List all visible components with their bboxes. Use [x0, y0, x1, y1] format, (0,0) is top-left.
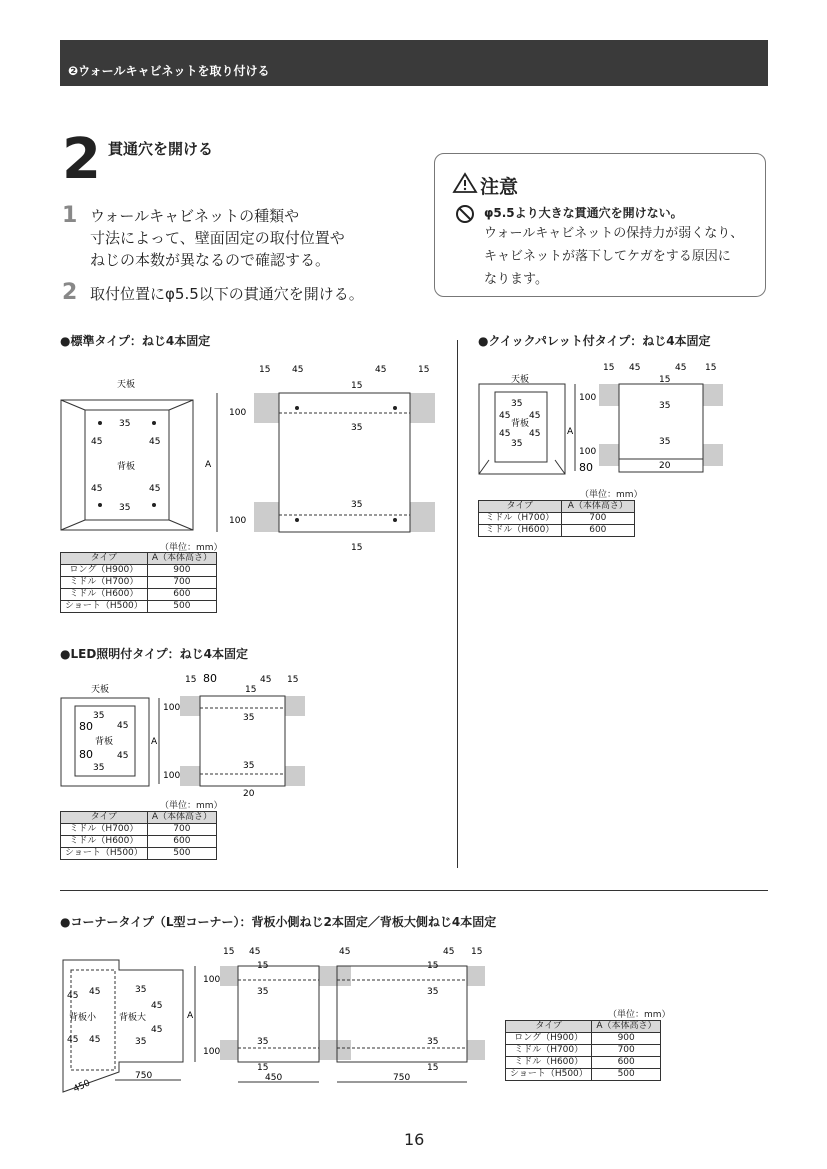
svg-text:15: 15 — [259, 365, 271, 375]
svg-text:15: 15 — [351, 543, 363, 553]
instruction-1-number: 1 — [62, 203, 78, 228]
table-row: ロング（H900） 900 — [506, 1033, 661, 1045]
svg-text:35: 35 — [659, 401, 671, 411]
svg-text:45: 45 — [149, 437, 161, 447]
svg-text:80: 80 — [79, 720, 93, 733]
table-row: ショート（H500） 500 — [61, 601, 217, 613]
svg-text:100: 100 — [163, 703, 181, 713]
screw-hole — [152, 421, 156, 425]
corner-type-diagram — [55, 942, 495, 1102]
svg-text:100: 100 — [203, 1047, 221, 1057]
corner-spec-table: タイプ A（本体高さ） ロング（H900） 900 ミドル（H700） 700 ミドル（H600） 600 ショート（H500） 500 — [505, 1020, 661, 1081]
svg-text:15: 15 — [418, 365, 430, 375]
svg-text:20: 20 — [659, 461, 671, 471]
svg-text:15: 15 — [471, 947, 483, 957]
svg-text:45: 45 — [89, 1035, 101, 1045]
standard-spec-table: タイプ A（本体高さ） ロング（H900） 900 ミドル（H700） 700 ミドル（H600） 600 ショート（H500） 500 — [60, 552, 217, 613]
svg-text:15: 15 — [257, 1063, 269, 1073]
table-row: ショート（H500） 500 — [61, 848, 217, 860]
svg-text:35: 35 — [119, 419, 131, 429]
caution-body: ウォールキャビネットの保持力が弱くなり、 キャビネットが落下してケガをする原因に なります。 — [484, 226, 744, 287]
standard-type-title: ●標準タイプ：ねじ4本固定 — [60, 334, 211, 348]
svg-text:45: 45 — [675, 363, 687, 373]
svg-text:80: 80 — [79, 748, 93, 761]
quick-unit: （単位：mm） — [580, 490, 643, 500]
svg-text:100: 100 — [229, 408, 247, 418]
svg-text:100: 100 — [203, 975, 221, 985]
svg-text:A: A — [187, 1011, 194, 1021]
svg-text:45: 45 — [629, 363, 641, 373]
svg-text:35: 35 — [511, 399, 523, 409]
svg-text:35: 35 — [93, 763, 105, 773]
svg-text:45: 45 — [151, 1001, 163, 1011]
svg-text:45: 45 — [67, 1035, 79, 1045]
table-row: ミドル（H700） 700 — [479, 513, 635, 525]
svg-text:45: 45 — [91, 484, 103, 494]
svg-text:100: 100 — [229, 516, 247, 526]
led-type-diagram — [55, 670, 315, 800]
svg-text:45: 45 — [117, 721, 129, 731]
svg-text:A: A — [205, 460, 212, 470]
svg-text:35: 35 — [243, 713, 255, 723]
instruction-1-text: ウォールキャビネットの種類や 寸法によって、壁面固定の取付位置や ねじの本数が異なるので確認する。 — [90, 207, 345, 269]
svg-text:15: 15 — [245, 685, 257, 695]
svg-text:15: 15 — [223, 947, 235, 957]
svg-text:450: 450 — [72, 1078, 92, 1095]
svg-text:45: 45 — [260, 675, 272, 685]
svg-text:35: 35 — [351, 500, 363, 510]
column-divider — [457, 340, 458, 868]
table-row: ショート（H500） 500 — [506, 1069, 661, 1081]
svg-text:100: 100 — [163, 771, 181, 781]
svg-text:45: 45 — [151, 1025, 163, 1035]
label-tenban: 天板 — [117, 380, 136, 390]
table-row: ミドル（H600） 600 — [61, 836, 217, 848]
svg-text:A: A — [567, 427, 574, 437]
svg-text:15: 15 — [705, 363, 717, 373]
warning-icon — [452, 172, 478, 194]
screw-hole — [98, 421, 102, 425]
section-divider — [60, 890, 768, 891]
svg-text:45: 45 — [249, 947, 261, 957]
quick-spec-table: タイプ A（本体高さ） ミドル（H700） 700 ミドル（H600） 600 — [478, 500, 635, 537]
svg-text:35: 35 — [243, 761, 255, 771]
svg-text:45: 45 — [292, 365, 304, 375]
table-row: ミドル（H600） 600 — [61, 589, 217, 601]
svg-text:100: 100 — [579, 447, 597, 457]
svg-text:15: 15 — [287, 675, 299, 685]
page-number: 16 — [404, 1130, 425, 1149]
svg-text:35: 35 — [135, 985, 147, 995]
led-unit: （単位：mm） — [160, 801, 223, 811]
svg-text:35: 35 — [257, 987, 269, 997]
caution-title: 注意 — [480, 176, 519, 198]
svg-text:45: 45 — [529, 411, 541, 421]
svg-text:35: 35 — [135, 1037, 147, 1047]
svg-text:背板: 背板 — [117, 462, 136, 472]
svg-text:A: A — [151, 737, 158, 747]
svg-text:15: 15 — [603, 363, 615, 373]
svg-text:35: 35 — [427, 1037, 439, 1047]
screw-hole — [98, 503, 102, 507]
led-spec-table: タイプ A（本体高さ） ミドル（H700） 700 ミドル（H600） 600 ショート（H500） 500 — [60, 811, 217, 860]
svg-text:35: 35 — [351, 423, 363, 433]
svg-text:天板: 天板 — [91, 685, 110, 695]
svg-text:背板大: 背板大 — [119, 1013, 147, 1023]
svg-text:15: 15 — [427, 1063, 439, 1073]
svg-text:45: 45 — [375, 365, 387, 375]
quick-type-title: ●クイックパレット付タイプ：ねじ4本固定 — [478, 334, 711, 348]
svg-text:背板小: 背板小 — [69, 1013, 97, 1023]
svg-text:45: 45 — [499, 411, 511, 421]
instruction-2-number: 2 — [62, 280, 78, 305]
svg-text:35: 35 — [511, 439, 523, 449]
svg-text:80: 80 — [203, 672, 217, 685]
svg-text:45: 45 — [499, 429, 511, 439]
table-row: ミドル（H700） 700 — [61, 824, 217, 836]
svg-text:45: 45 — [149, 484, 161, 494]
corner-type-title: ●コーナータイプ（L型コーナー）：背板小側ねじ2本固定／背板大側ねじ4本固定 — [60, 915, 497, 929]
quick-type-diagram — [475, 356, 725, 486]
instruction-2-text: 取付位置にφ5.5以下の貫通穴を開ける。 — [90, 285, 364, 303]
svg-text:750: 750 — [393, 1073, 411, 1083]
svg-text:35: 35 — [119, 503, 131, 513]
table-row: ミドル（H600） 600 — [506, 1057, 661, 1069]
svg-text:35: 35 — [427, 987, 439, 997]
table-row: ミドル（H700） 700 — [506, 1045, 661, 1057]
svg-text:15: 15 — [257, 961, 269, 971]
svg-text:15: 15 — [659, 375, 671, 385]
svg-text:35: 35 — [659, 437, 671, 447]
svg-text:20: 20 — [243, 789, 255, 799]
step-title: 貫通穴を開ける — [108, 140, 214, 158]
prohibited-icon — [455, 204, 475, 224]
stud-shade — [254, 393, 279, 423]
led-type-title: ●LED照明付タイプ：ねじ4本固定 — [60, 647, 249, 661]
svg-text:80: 80 — [579, 461, 593, 474]
screw-hole — [152, 503, 156, 507]
standard-type-diagram — [55, 360, 445, 560]
table-row: ロング（H900） 900 — [61, 565, 217, 577]
caution-lead: φ5.5より大きな貫通穴を開けない。 — [484, 206, 683, 220]
standard-unit: （単位：mm） — [160, 543, 223, 553]
svg-text:背板: 背板 — [95, 737, 114, 747]
svg-text:45: 45 — [443, 947, 455, 957]
front-view-outline — [279, 393, 410, 532]
step-number: 2 — [62, 127, 101, 192]
section-header-title: ❷ウォールキャビネットを取り付ける — [68, 64, 270, 78]
svg-text:45: 45 — [67, 991, 79, 1001]
table-row: ミドル（H600） 600 — [479, 525, 635, 537]
svg-text:15: 15 — [427, 961, 439, 971]
svg-text:100: 100 — [579, 393, 597, 403]
svg-text:15: 15 — [185, 675, 197, 685]
svg-text:750: 750 — [135, 1071, 153, 1081]
svg-text:45: 45 — [89, 987, 101, 997]
svg-text:45: 45 — [339, 947, 351, 957]
svg-text:35: 35 — [257, 1037, 269, 1047]
table-row: ミドル（H700） 700 — [61, 577, 217, 589]
corner-unit: （単位：mm） — [608, 1010, 671, 1020]
svg-text:45: 45 — [529, 429, 541, 439]
svg-text:15: 15 — [351, 381, 363, 391]
svg-text:背板: 背板 — [511, 419, 530, 429]
svg-text:45: 45 — [117, 751, 129, 761]
svg-text:35: 35 — [93, 711, 105, 721]
svg-text:45: 45 — [91, 437, 103, 447]
svg-text:450: 450 — [265, 1073, 283, 1083]
svg-text:天板: 天板 — [511, 375, 530, 385]
